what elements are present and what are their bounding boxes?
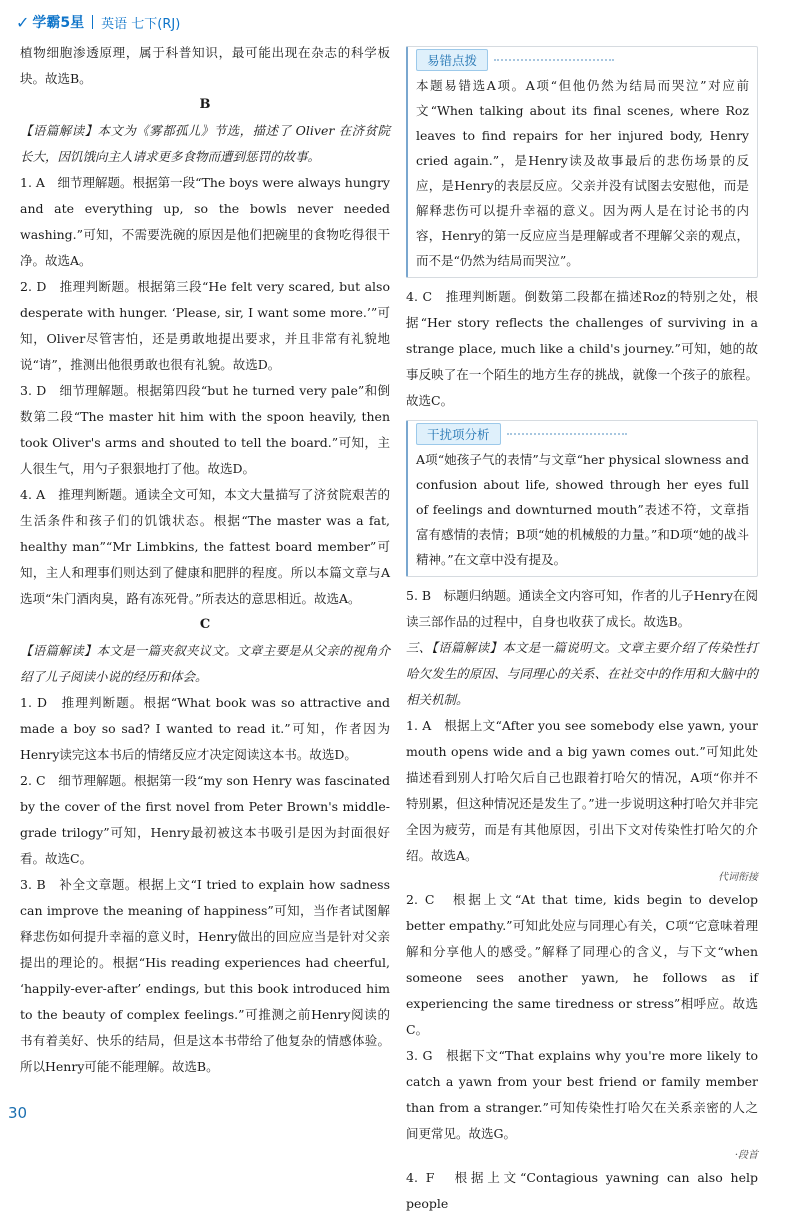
section-title-c: C: [199, 617, 211, 632]
answer-item: 2. D 推理判断题。根据第三段“He felt very scared, but also desperate with hunger. ‘Please, sir, I want some more.’”可知，Oliver尽管害怕，还是勇敢地提出要求，并且非常有礼貌地说“请”，推测出他很勇敢也很有礼貌。故选D。: [20, 279, 390, 372]
dotted-divider: [494, 59, 614, 62]
answer-item: 5. B 标题归纳题。通读全文内容可知，作者的儿子Henry在阅读三部作品的过程中，自身也收获了成长。故选B。: [406, 588, 758, 629]
leaf-icon: ✓: [16, 12, 30, 32]
dotted-divider: [507, 433, 627, 436]
page-header: [16, 10, 180, 34]
header-divider: [92, 15, 93, 29]
answer-item: 4. F 根据上文“Contagious yawning can also help people: [406, 1170, 758, 1211]
distractor-tag: 干扰项分析: [416, 423, 501, 445]
answer-item: 4. C 推理判断题。倒数第二段都在描述Roz的特别之处，根据“Her story reflects the challenges of surviving in a strange place, much like a child's journey.”可知，她的故事反映了在一个陌生的地方生存的挑战，就像一个孩子的旅程。故选C。: [406, 289, 758, 408]
passage-intro: 【语篇解读】本文为《雾都孤儿》节选，描述了 Oliver 在济贫院长大，因饥饿向主人请求更多食物而遭到惩罚的故事。: [20, 123, 390, 164]
answer-item: 3. D 细节理解题。根据第四段“but he turned very pale”和倒数第二段“The master hit him with the spoon heavily, then took Oliver's arms and shouted to tell the board.”可知，主人很生气，用勺子狠狠地打了他。故选D。: [20, 383, 390, 476]
answer-item: 1. D 推理判断题。根据“What book was so attractive and made a boy so sad? I wanted to read it.”可知，作者因为Henry读完这本书后的情绪反应才决定阅读这本书。故选D。: [20, 695, 390, 762]
answer-item: 1. A 根据上文“After you see somebody else yawn, your mouth opens wide and a big yawn comes out.”可知此处描述看到别人打哈欠后自己也跟着打哈欠的情况，A项“你并不特别累，但这种情况还是发生了。”进一步说明这种打哈欠并非完全因为疲劳，而是有其他原因，引出下文对传染性打哈欠的介绍。故选A。: [406, 718, 758, 863]
answer-item: 1. A 细节理解题。根据第一段“The boys were always hungry and ate everything up, so the bowls never needed washing.”可知，不需要洗碗的原因是他们把碗里的食物吃得很干净。故选A。: [20, 175, 390, 268]
passage-intro: 【语篇解读】本文是一篇夹叙夹议文。文章主要是从父亲的视角介绍了儿子阅读小说的经历和体会。: [20, 643, 390, 684]
answer-item: 2. C 细节理解题。根据第一段“my son Henry was fascinated by the cover of the first novel from Peter Brown's middle-grade trilogy”可知，Henry最初被这本书吸引是因为封面很好看。故选C。: [20, 773, 390, 866]
right-column: [406, 40, 758, 1217]
margin-note: 代词衔接: [718, 872, 758, 883]
left-column: [20, 40, 390, 1080]
error-tip-box: [406, 46, 758, 278]
answer-item: 4. A 推理判断题。通读全文可知，本文大量描写了济贫院艰苦的生活条件和孩子们的饥饿状态。根据“The master was a fat, healthy man”“Mr Limbkins, the fattest board member”可知，主人和理事们则达到了健康和肥胖的程度。所以本篇文章与A选项“朱门酒肉臭，路有冻死骨。”所表达的意思相近。故选A。: [20, 487, 390, 606]
answer-item: 2. C 根据上文“At that time, kids begin to develop better empathy.”可知此处应与同理心有关，C项“它意味着理解和分享他人的感受。”解释了同理心的含义，与下文“when someone sees another yawn, he follows as if experiencing the same tiredness or stress”相呼应。故选C。: [406, 892, 758, 1037]
section-title-b: B: [199, 97, 211, 112]
answer-item: 3. G 根据下文“That explains why you're more likely to catch a yawn from your best friend or family member than from a stranger.”可知传染性打哈欠在关系亲密的人之间更常见。故选G。: [406, 1048, 758, 1141]
distractor-text: A项“她孩子气的表情”与文章“her physical slowness and confusion about life, showed through her eyes full of feelings and downturned mouth”表述不符，文章指富有感情的表情；B项“她的机械般的力量。”和D项“她的战斗精神。”在文章中没有提及。: [416, 452, 749, 567]
page-number: 30: [8, 1104, 28, 1122]
error-tip-text: 本题易错选A项。A项“但他仍然为结局而哭泣”对应前文“When talking about its final scenes, where Roz leaves to find repairs for her injured body, Henry cried again.”，是Henry读及故事最后的悲伤场景的反应，是Henry的表层反应。父亲并没有试图去安慰他，而是解释悲伤可以提升幸福的意义。因为两人是在讨论书的内容，Henry的第一反应应当是理解或者不理解父亲的观点，而不是“仍然为结局而哭泣”。: [416, 78, 749, 268]
error-tip-tag: 易错点拨: [416, 49, 488, 71]
answer-item: 3. B 补全文章题。根据上文“I tried to explain how sadness can improve the meaning of happiness”可知，当作者试图解释悲伤如何提升幸福的意义时，Henry做出的回应应当是针对父亲提出的理论的。根据“His reading experiences had cheerful, ‘happily-ever-after’ endings, but this book introduced him to the beauty of complex feelings.”可推测之前Henry阅读的书有着美好、快乐的结局，但是这本书带给了他复杂的情感体验。所以Henry可能不能理解。故选B。: [20, 877, 390, 1074]
brand-name: 学霸5星: [32, 15, 85, 31]
paragraph: 植物细胞渗透原理，属于科普知识，最可能出现在杂志的科学板块。故选B。: [20, 45, 390, 86]
distractor-box: [406, 420, 758, 577]
brand-logo: [16, 12, 84, 32]
margin-note: ·段首: [734, 1150, 758, 1161]
subject-label: 英语 七下(RJ): [101, 16, 181, 32]
passage-intro: 三、【语篇解读】本文是一篇说明文。文章主要介绍了传染性打哈欠发生的原因、与同理心的关系、在社交中的作用和大脑中的相关机制。: [406, 640, 758, 707]
